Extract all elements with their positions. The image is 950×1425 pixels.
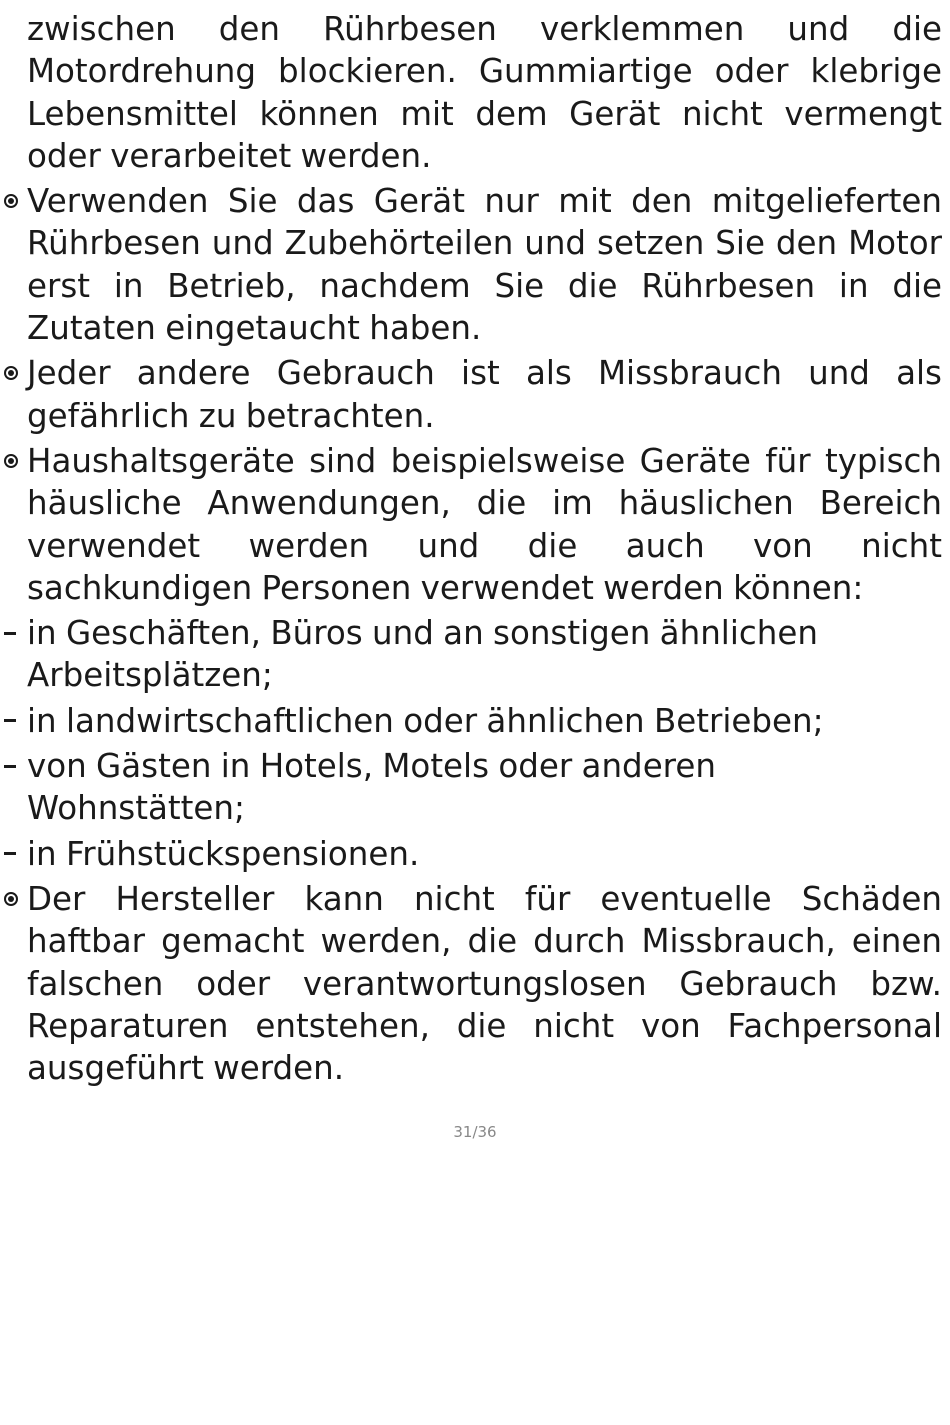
continuation-text: zwischen den Rührbesen verklemmen und die Motordrehung blockieren. Gummiartige oder klebrige Lebensmittel können mit dem Gerät nicht vermengt oder verarbeitet werden.: [27, 10, 942, 175]
dash-icon: [4, 700, 26, 742]
bullet-item: [0, 352, 950, 437]
sub-list-text: in Geschäften, Büros und an sonstigen ähnlichen Arbeitsplätzen;: [27, 614, 818, 695]
bullet-text: Jeder andere Gebrauch ist als Missbrauch und als gefährlich zu betrachten.: [27, 354, 942, 435]
bullet-icon: [4, 352, 26, 394]
dash-icon: [4, 745, 26, 787]
sub-list-item: [0, 612, 950, 697]
bullet-icon: [4, 180, 26, 222]
sub-list-text: von Gästen in Hotels, Motels oder anderen Wohnstätten;: [27, 747, 716, 828]
dash-icon: [4, 833, 26, 875]
bullet-text: Der Hersteller kann nicht für eventuelle Schäden haftbar gemacht werden, die durch Missbrauch, einen falschen oder verantwortungslosen Gebrauch bzw. Reparaturen entstehen, die nicht von Fachpersonal ausgeführt werden.: [27, 879, 942, 1088]
page-number: 31/36: [453, 1123, 497, 1141]
sub-list-item: [0, 700, 950, 742]
sub-list-item: [0, 745, 950, 830]
sub-list-text: in landwirtschaftlichen oder ähnlichen Betrieben;: [27, 701, 824, 740]
bullet-item: [0, 878, 950, 1089]
bullet-item: [0, 440, 950, 609]
sub-list-text: in Frühstückspensionen.: [27, 834, 420, 873]
document-page: [0, 8, 950, 1092]
continuation-paragraph: [0, 8, 950, 177]
dash-icon: [4, 612, 26, 654]
sub-list-item: [0, 833, 950, 875]
bullet-icon: [4, 878, 26, 920]
bullet-text: Verwenden Sie das Gerät nur mit den mitgelieferten Rührbesen und Zubehörteilen und setzen Sie den Motor erst in Betrieb, nachdem Sie die Rührbesen in die Zutaten eingetaucht haben.: [27, 182, 942, 348]
bullet-icon: [4, 440, 26, 482]
bullet-text: Haushaltsgeräte sind beispielsweise Geräte für typisch häusliche Anwendungen, die im häuslichen Bereich verwendet werden und die auch von nicht sachkundigen Personen verwendet werden können:: [27, 441, 942, 607]
bullet-item: [0, 180, 950, 349]
